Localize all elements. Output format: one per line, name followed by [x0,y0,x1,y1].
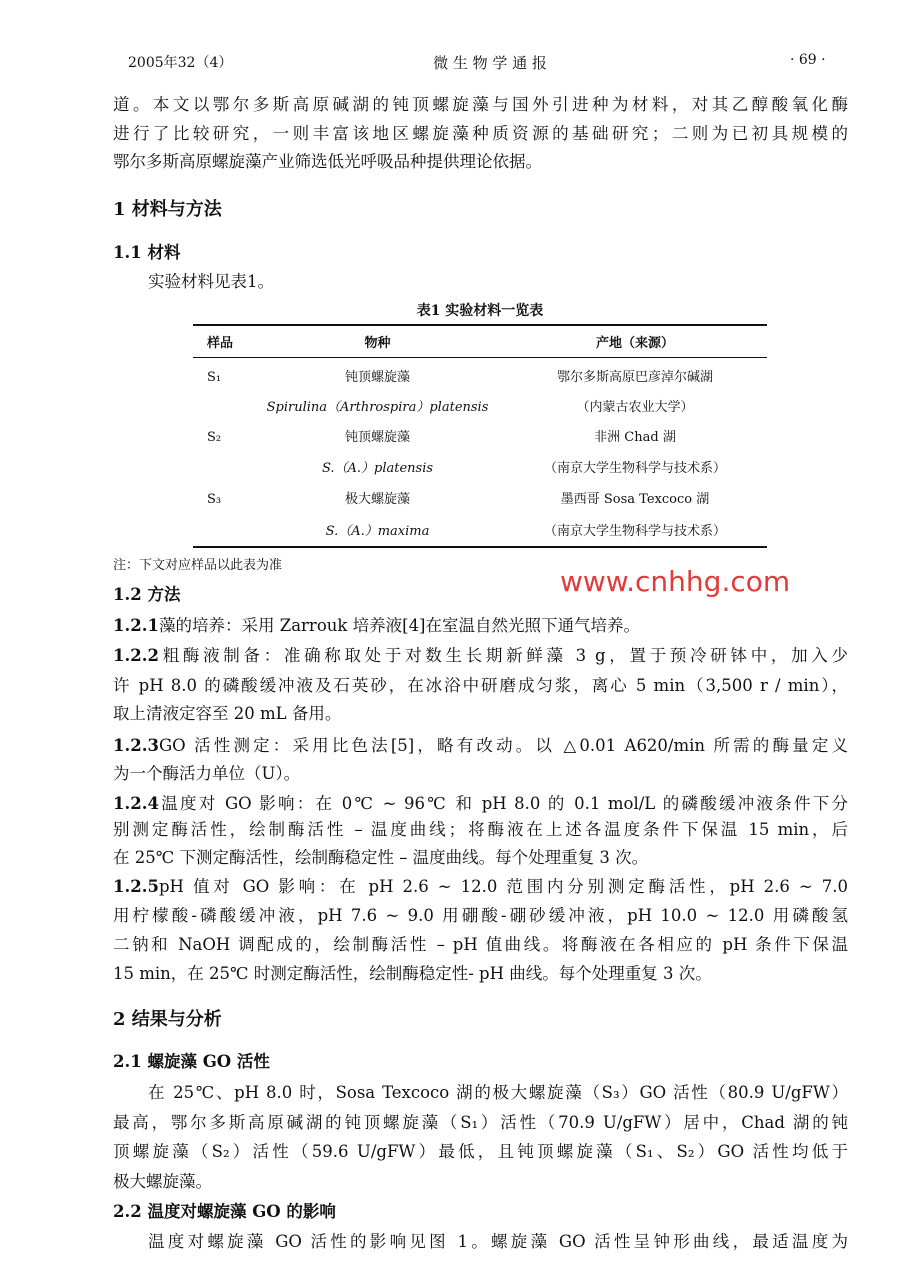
subsection-heading: 1.2 方法 [113,585,181,604]
method-number: 1.2.4 [113,794,159,813]
method-line: 二钠和 NaOH 调配成的，绘制酶活性 – pH 值曲线。将酶液在各相应的 pH 条件下保温 [113,935,848,954]
table-cell: S₃ [207,492,222,507]
method-line [113,735,848,757]
method-line [113,793,848,815]
table-header-rule [193,357,767,358]
intro-line: 进行了比较研究，一则丰富该地区螺旋藻种质资源的基础研究；二则为已初具规模的 [113,124,848,143]
method-line: 15 min，在 25℃ 时测定酶活性，绘制酶稳定性- pH 曲线。每个处理重复 3 次。 [113,964,712,983]
table-header: 产地（来源） [595,336,674,351]
watermark: www.cnhhg.com [560,565,791,598]
method-number: 1.2.1 [113,616,159,635]
table-cell: （内蒙古农业大学） [576,400,694,415]
method-text: pH 值对 GO 影响：在 pH 2.6 ~ 12.0 范围内分别测定酶活性，pH 2.6 ~ 7.0 [159,877,848,896]
section-heading: 2 结果与分析 [113,1009,222,1030]
table-cell: 钝顶螺旋藻 [344,370,410,385]
journal-issue: 2005年32（4） [128,55,233,71]
method-text: 藻的培养：采用 Zarrouk 培养液[4]在室温自然光照下通气培养。 [159,616,640,635]
table-cell: Spirulina（Arthrospira）platensis [266,400,489,415]
table-cell: 鄂尔多斯高原巴彦淖尔碱湖 [556,370,713,385]
paragraph-line: 极大螺旋藻。 [113,1172,212,1191]
paragraph-line: 温度对螺旋藻 GO 活性的影响见图 1。螺旋藻 GO 活性呈钟形曲线，最适温度为 [148,1232,848,1251]
method-text: GO 活性测定：采用比色法[5]，略有改动。以 △0.01 A620/min 所需的酶量定义 [159,736,848,755]
method-line [113,876,848,898]
method-number: 1.2.5 [113,877,159,896]
method-number: 1.2.3 [113,736,159,755]
method-line: 许 pH 8.0 的磷酸缓冲液及石英砂，在冰浴中研磨成匀浆，离心 5 min（3,500 r / min）， [113,676,848,695]
method-number: 1.2.2 [113,646,159,665]
table-cell: S₂ [207,430,222,445]
subsection-heading: 2.2 温度对螺旋藻 GO 的影响 [113,1202,336,1221]
journal-title: 微 生 物 学 通 报 [433,54,547,72]
table-cell: 非洲 Chad 湖 [594,430,676,445]
table-cell: 墨西哥 Sosa Texcoco 湖 [560,492,710,507]
method-line [113,615,848,637]
table-cell: S.（A.）maxima [325,524,430,539]
method-line: 别测定酶活性，绘制酶活性 – 温度曲线；将酶液在上述各温度条件下保温 15 min，后 [113,820,848,839]
page-number: · 69 · [790,52,826,68]
method-text: 温度对 GO 影响：在 0℃ ~ 96℃ 和 pH 8.0 的 0.1 mol/L 的磷酸缓冲液条件下分 [159,794,848,813]
table-bottom-rule [193,546,767,548]
method-line: 在 25℃ 下测定酶活性，绘制酶稳定性 – 温度曲线。每个处理重复 3 次。 [113,848,649,867]
table-cell: （南京大学生物科学与技术系） [543,524,726,539]
subsection-heading: 1.1 材料 [113,243,181,262]
method-line: 为一个酶活力单位（U）。 [113,764,301,783]
section-heading: 1 材料与方法 [113,199,222,220]
table-cell: 极大螺旋藻 [344,492,410,507]
intro-line: 鄂尔多斯高原螺旋藻产业筛选低光呼吸品种提供理论依据。 [113,152,542,171]
paragraph: 实验材料见表1。 [148,272,274,291]
subsection-heading: 2.1 螺旋藻 GO 活性 [113,1052,270,1071]
paragraph-line: 在 25℃、pH 8.0 时，Sosa Texcoco 湖的极大螺旋藻（S₃）GO 活性（80.9 U/gFW） [148,1083,848,1102]
method-line [113,645,848,667]
paragraph-line: 最高，鄂尔多斯高原碱湖的钝顶螺旋藻（S₁）活性（70.9 U/gFW）居中，Chad 湖的钝 [113,1113,848,1132]
table-top-rule [193,324,767,326]
intro-line: 道。本文以鄂尔多斯高原碱湖的钝顶螺旋藻与国外引进种为材料，对其乙醇酸氧化酶 [113,95,848,114]
table-header: 样品 [207,336,234,351]
method-text: 粗酶液制备：准确称取处于对数生长期新鲜藻 3 g，置于预冷研钵中，加入少 [159,646,848,665]
table-cell: S₁ [207,370,222,385]
table-cell: S.（A.）platensis [321,461,434,476]
table-cell: （南京大学生物科学与技术系） [543,461,726,476]
table-note: 注：下文对应样品以此表为准 [113,558,283,573]
paragraph-line: 顶螺旋藻（S₂）活性（59.6 U/gFW）最低，且钝顶螺旋藻（S₁、S₂）GO 活性均低于 [113,1142,848,1161]
method-line: 用柠檬酸-磷酸缓冲液，pH 7.6 ~ 9.0 用硼酸-硼砂缓冲液，pH 10.0 ~ 12.0 用磷酸氢 [113,906,848,925]
table-title: 表1 实验材料一览表 [416,303,544,319]
method-line: 取上清液定容至 20 mL 备用。 [113,704,342,723]
table-header: 物种 [364,336,391,351]
table-cell: 钝顶螺旋藻 [344,430,410,445]
